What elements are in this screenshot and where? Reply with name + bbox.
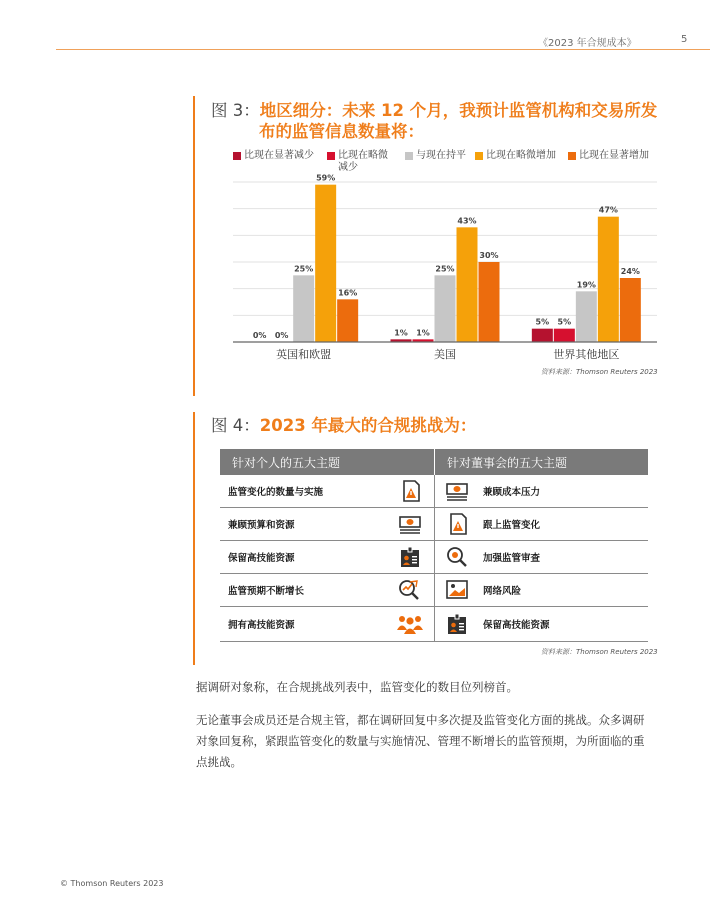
money-stack-icon xyxy=(397,512,423,536)
data-label: 25% xyxy=(294,264,314,274)
footer-copyright: © Thomson Reuters 2023 xyxy=(60,879,164,888)
table-row xyxy=(220,607,648,642)
challenges-table xyxy=(220,449,648,642)
individual-challenge: 监管变化的数量与实施 xyxy=(220,475,386,508)
board-challenge: 加强监管审查 xyxy=(479,541,648,574)
individual-challenge: 拥有高技能资源 xyxy=(220,607,386,642)
legend-label-line1: 比现在略微 xyxy=(338,150,388,161)
figure4-source: 资料来源：Thomson Reuters 2023 xyxy=(541,648,658,656)
column-header-individual: 针对个人的五大主题 xyxy=(220,449,435,475)
data-label: 1% xyxy=(394,328,408,338)
bar xyxy=(435,275,456,342)
legend-label: 比现在显著减少 xyxy=(244,150,314,161)
bar xyxy=(337,299,358,342)
column-header-board: 针对董事会的五大主题 xyxy=(435,449,649,475)
legend-swatch xyxy=(233,152,241,160)
data-label: 0% xyxy=(274,331,289,340)
board-challenge: 跟上监管变化 xyxy=(479,508,648,541)
bar xyxy=(457,227,478,342)
bar xyxy=(576,291,597,342)
data-label: 1% xyxy=(416,328,430,338)
individual-challenge: 监管预期不断增长 xyxy=(220,574,386,607)
legend-label: 比现在略微增加 xyxy=(486,150,556,161)
bar xyxy=(479,262,500,342)
network-image-icon xyxy=(444,578,470,602)
board-icon-cell xyxy=(435,508,480,541)
bar xyxy=(620,278,641,342)
board-challenge: 保留高技能资源 xyxy=(479,607,648,642)
magnifier-icon xyxy=(444,545,470,569)
legend-label-line2: 减少 xyxy=(338,162,358,173)
bar xyxy=(598,217,619,342)
data-label: 47% xyxy=(598,205,618,215)
bar xyxy=(315,185,336,342)
category-label: 美国 xyxy=(434,348,456,361)
data-label: 5% xyxy=(535,317,550,327)
table-header-row xyxy=(220,449,648,475)
board-icon-cell xyxy=(435,574,480,607)
document-warning-icon xyxy=(444,512,470,536)
body-paragraph-1: 据调研对象称，在合规挑战列表中，监管变化的数目位列榜首。 xyxy=(196,680,518,694)
figure3-label: 图 3： xyxy=(211,101,260,120)
category-label: 世界其他地区 xyxy=(553,348,620,361)
legend-label: 比现在显著增加 xyxy=(579,150,649,161)
bar xyxy=(532,329,553,342)
table-row xyxy=(220,475,648,508)
legend-swatch xyxy=(568,152,576,160)
money-stack-icon xyxy=(444,479,470,503)
individual-challenge: 兼顾预算和资源 xyxy=(220,508,386,541)
data-label: 0% xyxy=(252,331,267,340)
regional-bar-chart xyxy=(225,160,665,365)
figure4-label: 图 4： xyxy=(211,416,260,435)
data-label: 59% xyxy=(316,173,336,183)
people-group-icon xyxy=(395,612,425,636)
header-divider xyxy=(56,49,710,50)
board-icon-cell xyxy=(435,475,480,508)
data-label: 43% xyxy=(457,216,477,226)
data-label: 30% xyxy=(479,251,499,260)
figure4-title-text: 2023 年最大的合规挑战为： xyxy=(259,416,477,435)
board-challenge: 兼顾成本压力 xyxy=(479,475,648,508)
individual-icon-cell xyxy=(386,475,435,508)
page-number: 5 xyxy=(681,34,688,45)
board-icon-cell xyxy=(435,541,480,574)
id-badge-icon xyxy=(444,612,470,636)
report-title: 《2023 年合规成本》 xyxy=(538,38,637,49)
figure4-title xyxy=(211,415,661,436)
data-label: 5% xyxy=(557,317,572,327)
figure3-title xyxy=(211,100,661,142)
legend-swatch xyxy=(405,152,413,160)
data-label: 16% xyxy=(338,288,358,298)
figure3-title-line1: 地区细分：未来 12 个月，我预计监管机构和交易所发 xyxy=(259,101,658,120)
individual-icon-cell xyxy=(386,508,435,541)
board-icon-cell xyxy=(435,607,480,642)
table-row xyxy=(220,508,648,541)
data-label: 25% xyxy=(435,264,455,274)
table-row xyxy=(220,541,648,574)
figure3-accent-bar xyxy=(193,96,195,396)
individual-icon-cell xyxy=(386,541,435,574)
id-badge-icon xyxy=(397,545,423,569)
document-warning-icon xyxy=(397,479,423,503)
board-challenge: 网络风险 xyxy=(479,574,648,607)
individual-icon-cell xyxy=(386,607,435,642)
figure3-title-line2: 布的监管信息数量将： xyxy=(259,122,424,141)
data-label: 24% xyxy=(620,267,640,276)
magnifier-growth-icon xyxy=(397,578,423,602)
body-paragraph-2: 无论董事会成员还是合规主管，都在调研回复中多次提及监管变化方面的挑战。众多调研对象回复称，紧跟监管变化的数量与实施情况、管理不断增长的监管预期，为所面临的重点挑战。 xyxy=(196,713,645,769)
individual-challenge: 保留高技能资源 xyxy=(220,541,386,574)
individual-icon-cell xyxy=(386,574,435,607)
table-row xyxy=(220,574,648,607)
data-label: 19% xyxy=(576,280,596,290)
legend-swatch xyxy=(327,152,335,160)
bar xyxy=(293,275,314,342)
figure4-accent-bar xyxy=(193,412,195,665)
category-label: 英国和欧盟 xyxy=(276,348,332,361)
legend-label: 与现在持平 xyxy=(416,150,466,161)
figure3-source: 资料来源：Thomson Reuters 2023 xyxy=(541,368,658,376)
bar xyxy=(554,329,575,342)
legend-swatch xyxy=(475,152,483,160)
